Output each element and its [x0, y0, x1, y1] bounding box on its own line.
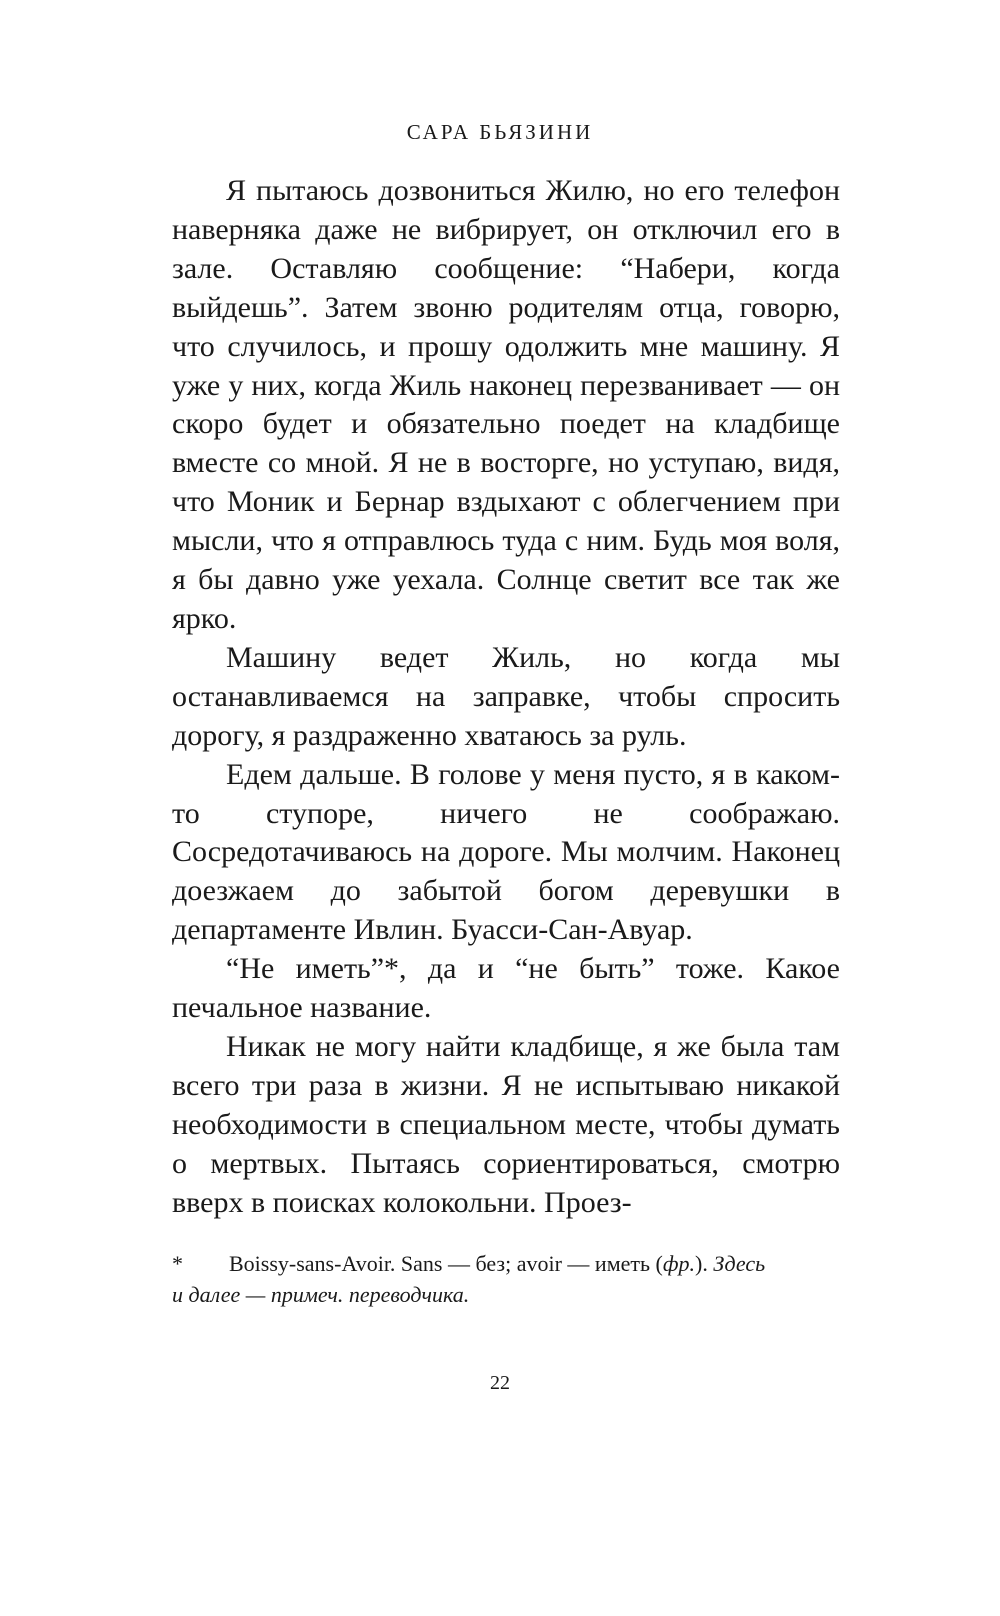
paragraph: “Не иметь”*, да и “не быть” тоже. Какое печальное название.	[172, 952, 840, 1025]
page-number: 22	[490, 1372, 510, 1394]
footnote-continuation: и далее — примеч. переводчика.	[172, 1282, 470, 1307]
footnote-mark: *	[172, 1251, 183, 1276]
paragraph: Едем дальше. В голове у меня пусто, я в каком-то ступоре, ничего не соображаю. Сосредотачиваюсь на дороге. Мы молчим. Наконец доезжаем до забытой богом деревушки в департаменте Ивлин. Буасси-Сан-Авуар.	[172, 757, 840, 947]
body-text	[172, 172, 840, 1222]
footnote-italic-1: Здесь	[713, 1251, 766, 1276]
footnote-roman: Boissy-sans-Avoir. Sans — без; avoir — иметь (	[229, 1251, 663, 1276]
footnote-roman-2: ).	[695, 1251, 714, 1276]
paragraph: Машину ведет Жиль, но когда мы останавливаемся на заправке, чтобы спросить дорогу, я раздраженно хватаюсь за руль.	[172, 640, 840, 752]
footnote-text	[229, 1248, 840, 1279]
footnote	[172, 1248, 840, 1310]
footnote-abbr: фр.	[662, 1251, 695, 1276]
paragraph: Никак не могу найти кладбище, я же была там всего три раза в жизни. Я не испытываю никакой необходимости в специальном месте, чтобы думать о мертвых. Пытаясь сориентироваться, смотрю вверх в поисках колокольни. Проез-	[172, 1029, 840, 1219]
running-head: САРА БЬЯЗИНИ	[406, 120, 594, 144]
paragraph: Я пытаюсь дозвониться Жилю, но его телефон наверняка даже не вибрирует, он отключил его в зале. Оставляю сообщение: “Набери, когда выйдешь”. Затем звоню родителям отца, говорю, что случилось, и прошу одолжить мне машину. Я уже у них, когда Жиль наконец перезванивает — он скоро будет и обязательно поедет на кладбище вместе со мной. Я не в восторге, но уступаю, видя, что Моник и Бернар вздыхают с облегчением при мысли, что я отправлюсь туда с ним. Будь моя воля, я бы давно уже уехала. Солнце светит все так же ярко.	[172, 174, 840, 635]
